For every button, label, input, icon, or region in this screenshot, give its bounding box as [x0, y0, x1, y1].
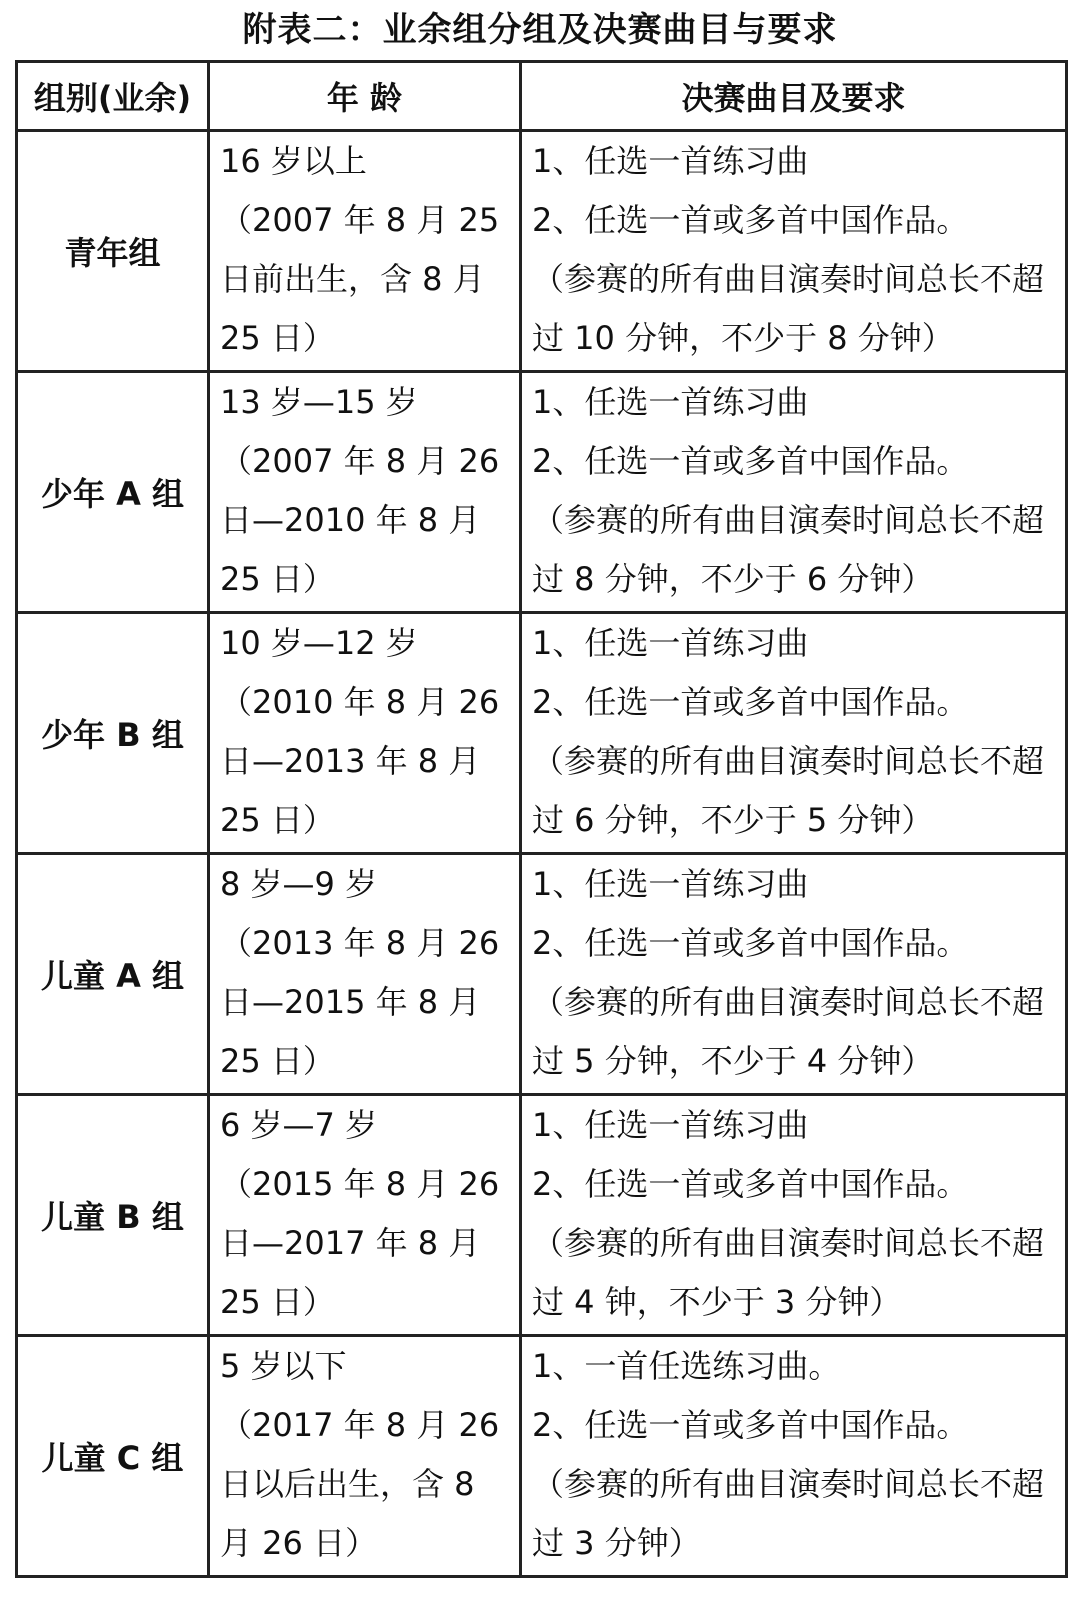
table-header-row: [17, 62, 1067, 131]
table-row: [17, 372, 1067, 613]
table-row: [17, 131, 1067, 372]
requirement-duration: （参赛的所有曲目演奏时间总长不超过 10 分钟，不少于 8 分钟）: [532, 260, 1045, 357]
requirement-chinese-works: 2、任选一首或多首中国作品。: [532, 924, 969, 962]
birth-date-range: （2017 年 8 月 26 日以后出生，含 8 月 26 日）: [220, 1406, 500, 1562]
requirement-etude: 1、任选一首练习曲: [532, 383, 809, 421]
age-range: 5 岁以下: [220, 1347, 347, 1385]
requirement-etude: 1、任选一首练习曲: [532, 1106, 809, 1144]
age-range: 16 岁以上: [220, 142, 367, 180]
group-name: 儿童 C 组: [17, 1336, 209, 1577]
birth-date-range: （2013 年 8 月 26 日—2015 年 8 月 25 日）: [220, 924, 500, 1080]
requirement-etude: 1、任选一首练习曲: [532, 624, 809, 662]
group-name: 青年组: [17, 131, 209, 372]
requirements-cell: [521, 1336, 1067, 1577]
birth-date-range: （2010 年 8 月 26 日—2013 年 8 月 25 日）: [220, 683, 500, 839]
age-cell: [209, 1095, 521, 1336]
age-range: 10 岁—12 岁: [220, 624, 418, 662]
group-name: 儿童 B 组: [17, 1095, 209, 1336]
header-requirements: 决赛曲目及要求: [521, 62, 1067, 131]
birth-date-range: （2015 年 8 月 26 日—2017 年 8 月 25 日）: [220, 1165, 500, 1321]
age-cell: [209, 372, 521, 613]
requirement-chinese-works: 2、任选一首或多首中国作品。: [532, 442, 969, 480]
requirement-duration: （参赛的所有曲目演奏时间总长不超过 5 分钟，不少于 4 分钟）: [532, 983, 1045, 1080]
requirement-chinese-works: 2、任选一首或多首中国作品。: [532, 1165, 969, 1203]
requirement-etude: 1、任选一首练习曲: [532, 142, 809, 180]
requirement-duration: （参赛的所有曲目演奏时间总长不超过 3 分钟）: [532, 1465, 1045, 1562]
header-age: 年 龄: [209, 62, 521, 131]
age-cell: [209, 131, 521, 372]
table-row: [17, 613, 1067, 854]
requirements-cell: [521, 372, 1067, 613]
age-cell: [209, 613, 521, 854]
table-row: [17, 1336, 1067, 1577]
requirements-cell: [521, 854, 1067, 1095]
table-row: [17, 854, 1067, 1095]
requirement-duration: （参赛的所有曲目演奏时间总长不超过 8 分钟，不少于 6 分钟）: [532, 501, 1045, 598]
requirements-cell: [521, 131, 1067, 372]
requirement-duration: （参赛的所有曲目演奏时间总长不超过 4 钟，不少于 3 分钟）: [532, 1224, 1045, 1321]
requirement-etude: 1、一首任选练习曲。: [532, 1347, 841, 1385]
requirement-duration: （参赛的所有曲目演奏时间总长不超过 6 分钟，不少于 5 分钟）: [532, 742, 1045, 839]
age-cell: [209, 1336, 521, 1577]
group-name: 少年 A 组: [17, 372, 209, 613]
requirements-cell: [521, 613, 1067, 854]
group-name: 儿童 A 组: [17, 854, 209, 1095]
birth-date-range: （2007 年 8 月 25 日前出生，含 8 月 25 日）: [220, 201, 500, 357]
requirement-chinese-works: 2、任选一首或多首中国作品。: [532, 201, 969, 239]
group-name: 少年 B 组: [17, 613, 209, 854]
page-title: 附表二：业余组分组及决赛曲目与要求: [242, 10, 838, 50]
age-range: 13 岁—15 岁: [220, 383, 418, 421]
competition-table: [15, 60, 1068, 1578]
age-cell: [209, 854, 521, 1095]
requirement-chinese-works: 2、任选一首或多首中国作品。: [532, 683, 969, 721]
requirements-cell: [521, 1095, 1067, 1336]
header-group: 组别(业余): [17, 62, 209, 131]
table-row: [17, 1095, 1067, 1336]
birth-date-range: （2007 年 8 月 26 日—2010 年 8 月 25 日）: [220, 442, 500, 598]
age-range: 8 岁—9 岁: [220, 865, 378, 903]
requirement-etude: 1、任选一首练习曲: [532, 865, 809, 903]
requirement-chinese-works: 2、任选一首或多首中国作品。: [532, 1406, 969, 1444]
age-range: 6 岁—7 岁: [220, 1106, 378, 1144]
